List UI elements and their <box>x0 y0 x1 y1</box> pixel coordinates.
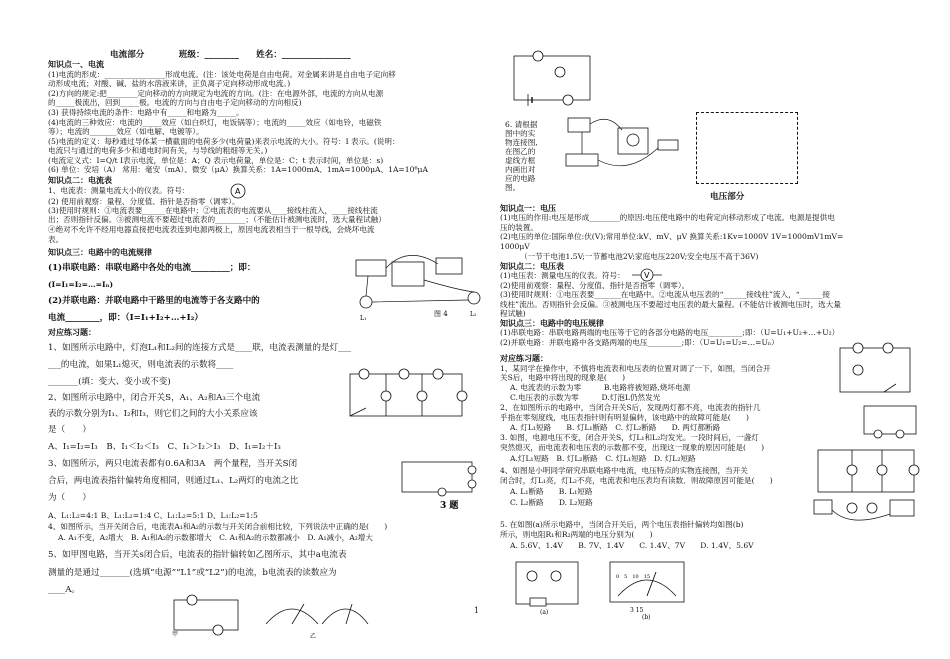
text-line: (1)串联电路：串联电路中各处的电流_________；即： <box>48 263 256 273</box>
text-line: 1000μV <box>500 242 530 251</box>
question-2: 2、在如图所示的电路中，当闭合开关S后，发现两灯都不亮，电流表的指针几 <box>500 403 761 412</box>
text-line: (1)电流的形成：________________形成电流。(注：该处电荷是自由电荷。对金属来讲是自由电子定向移 <box>48 70 396 79</box>
text-line: (2)并联电路：并联电路中各支路两端的电压_________;即：（U=U₁=U₂=…=Uₙ） <box>500 338 779 347</box>
answer-options: A.灯L₁短路 B. 灯L₂断路 C. 灯L₁短路 D. 灯L₂短路 <box>510 454 696 463</box>
question-5-meter-yi <box>260 592 370 640</box>
label-yi: 乙 <box>310 633 317 640</box>
text-line: ④绝对不允许不经用电器直接把电流表连到电源两极上，原因电流表相当于一根导线，会烧坏电流 <box>48 225 375 234</box>
section-heading: 知识点三：电路中的电流规律 <box>48 247 152 257</box>
text-line: (6) 单位：安培（A） 常用：毫安（mA）、微安（μA）换算关系：1A=1000mA、1mA=1000μA、1A=10⁶μA <box>48 165 428 174</box>
text-line: ___的电流，如果L₁熄灭，则电流表的示数将____ <box>48 360 234 370</box>
text-line: 出；否则指针反偏。③被测电流不要超过电流表的________；（不能估计被测电流时，选大量程试触） <box>48 215 386 224</box>
text-line: (3)使用时规则：①电压表要_______在电路中。②电流从电压表的“______接线柱”流入，“______接 <box>500 290 830 299</box>
text-line: 在图乙的 <box>505 147 536 156</box>
text-line: 表的示数分别为I₁、I₂和I₃，则它们之间的大小关系应该 <box>48 409 258 419</box>
text-line: (4)电流的三种效应：电流的_____效应（如白炽灯，电饭锅等）；电流的_____效应（如电铃，电磁铁 <box>48 118 382 127</box>
question-5-circuit-jia <box>168 592 248 638</box>
doc-header: 电压部分 <box>710 192 745 202</box>
question-3: 3. 如图，电源电压不变，闭合开关S，灯L₁和L₂均发光。一段时间后，一盏灯 <box>500 433 759 442</box>
text-line: 闭合时，灯L₁亮，灯L₂不亮，电流表和电压表均有读数．则故障原因可能是( ) <box>500 476 773 485</box>
text-line: (2)使用前观察：量程、分度值、指针是否指零（调零）。 <box>500 281 690 290</box>
text-line: 线柱”流出。否则指针会反偏。③被测电压不要超过电压表的最大量程。(不能估计被测电压时，选大量 <box>500 300 841 309</box>
section-heading: 知识点一：电压 <box>500 203 556 213</box>
question-2-circuit <box>346 368 471 423</box>
answer-options: A. 5.6V、1.4V B. 7V、1.4V C. 1.4V、7V D. 1.4V、5.6V <box>510 541 754 550</box>
answer-options: A、I₁=I₂=I₃ B、I₁＜I₂＜I₃ C、I₁＞I₂＞I₃ D、I₁=I₂＋I₃ <box>48 442 281 452</box>
question-1: 1、如图所示电路中，灯泡L₁和L₂间的连接方式是____联，电流表测量的是灯___ <box>48 343 352 353</box>
question-2-circuit <box>860 400 922 440</box>
question-6-text <box>505 120 538 192</box>
section-heading: 知识点二：电流表 <box>48 175 112 185</box>
question-1: 1、某同学在操作中，不慎将电流表和电压表的位置对调了一下，如图，当闭合开 <box>500 364 771 373</box>
text-line: 动形成电流；对酸、碱、盐的水溶液来讲，正负离子定向移动形成电流。) <box>48 79 291 88</box>
text-line: (1)电压表：测量电压的仪表。符号： <box>500 271 625 280</box>
text-line: 等）；电流的_______效应（如电解、电镀等）。 <box>48 127 204 136</box>
question-6-physical-circuit <box>558 110 683 180</box>
svg-text:V: V <box>644 271 650 280</box>
text-line: 应的电路 <box>505 174 536 183</box>
text-line: (2)电压的单位:国际单位:伏(V);常用单位:kV、mV、μV 换算关系:1Kv=1000V 1V=1000mV1mV= <box>500 232 844 241</box>
answer-options: A. L₁断路 B. L₁短路 <box>510 487 593 496</box>
text-line: 物连接图, <box>505 138 538 147</box>
answer-options: A. A₁不变，A₂增大 B. A₁和A₂的示数都增大 C. A₁和A₂的示数都减小 D. A₁减小，A₂增大 <box>58 533 373 542</box>
text-line: (I=I₁=I₂=…=Iₙ) <box>48 280 114 289</box>
answer-options: A. 电流表的示数为零 B.电路将被短路,烧坏电源 <box>510 383 691 392</box>
text-line: 测量的是通过_______(选填“电源”“L1”或“L2”)的电流，b电流表的读数应为 <box>48 568 337 578</box>
question-2: 2、如图所示电路中，闭合开关S，A₁、A₂和A₃三个电流 <box>48 393 261 403</box>
question-3-circuit <box>392 452 482 512</box>
text-line: 关S后，电路中将出现的现象是( ) <box>500 373 626 382</box>
text-line: 是（ ） <box>48 425 91 435</box>
svg-text:A: A <box>235 187 241 196</box>
text-line: 图中的实 <box>505 129 536 138</box>
text-line: ____A。 <box>48 585 80 595</box>
fig4-caption: 图 4 <box>434 310 448 318</box>
section-heading: 知识点二：电压表 <box>500 261 564 271</box>
voltmeter-symbol-icon <box>632 268 662 282</box>
answer-options: A、L₁:L₂=4:1 B、L₁:L₂=1:4 C、L₁:L₂=5:1 D、L₁:L₂=1:5 <box>48 511 258 520</box>
text-line: 1、电流表：测量电流大小的仪表。符号： <box>48 186 190 195</box>
text-line: (2) 使用前观察：量程、分度值、指针是否指零（调零）。 <box>48 197 240 206</box>
text-line: 电流________，即：（I=I₁+I₂+…+I₂） <box>48 313 203 323</box>
text-line: 的_____极流出，回到_____极。电流的方向与自由电子定向移动的方向相反) <box>48 98 302 107</box>
text-line: 压的装置。 <box>500 223 538 232</box>
section-heading: 对应练习题： <box>500 353 548 363</box>
text-line: (1)电压的作用:电压是形成________的原因:电压使电路中的电荷定向移动形成了电流。电源是提供电 <box>500 213 835 222</box>
answer-options: C.电压表的示数为零 D.灯泡L仍然发光 <box>510 393 661 402</box>
label-jia: 甲 <box>172 631 179 638</box>
terminals-label: 3 15 <box>630 607 644 614</box>
text-line: 内画出对 <box>505 165 536 174</box>
text-line: (电流定义式：I=Q/t I表示电流，单位是：A；Q 表示电荷量，单位是：C；t 表示时间，单位是：s) <box>48 156 384 165</box>
question-5-meter-b <box>606 558 688 620</box>
text-line: 表。 <box>48 235 64 244</box>
text-line: 突然熄灭，而电流表和电压表的示数都不变，出现这一现象的原因可能是( ) <box>500 443 765 452</box>
text-line: 图。 <box>505 183 521 192</box>
question-3: 3、如图所示，两只电流表都有0.6A和3A 两个量程，当开关S闭 <box>48 459 298 469</box>
question-4-physical-circuit <box>810 494 920 530</box>
scale-upper: 0 5 10 15 <box>616 574 651 580</box>
text-line: (2)并联电路：并联电路中干路里的电流等于各支路中的 <box>48 296 260 306</box>
drawing-box <box>696 112 798 184</box>
label-a: (a) <box>540 609 549 616</box>
text-line: 合后，两电流表指针偏转角度相同，则通过L₁、L₂两灯的电流之比 <box>48 476 299 486</box>
question-4: 4、如图是小明同学研究串联电路中电流，电压特点的实物连接图，当开关 <box>500 466 748 475</box>
question-3-circuit <box>812 444 922 500</box>
question-1-circuit <box>834 340 918 400</box>
answer-options: A. 灯L₁短路 B. 灯L₁断路 C. 灯L₂断路 D. 两灯都断路 <box>510 423 721 432</box>
question-5: 5. 在如图(a)所示电路中，当闭合开关后，两个电压表指针偏转均如图(b) <box>500 520 744 529</box>
top-circuit <box>508 50 598 108</box>
text-line: (3)使用时规则：①电流表要______在电路中；②电流表的电流要从____接线柱流入，____接线柱流 <box>48 206 378 215</box>
doc-header: 电流部分 班级：________ 姓名：________________ <box>110 50 351 60</box>
text-line: （一节干电池1.5V;一节蓄电池2V;家庭电压220V;安全电压不高于36V) <box>520 252 759 261</box>
text-line: 所示，则电阻R₁和R₂两端的电压分别为( ) <box>500 530 653 539</box>
answer-options: C. L₂断路 D. L₂短路 <box>510 498 593 507</box>
label-b: (b) <box>642 614 651 620</box>
label-l2: L₂ <box>470 311 477 318</box>
section-heading: 知识点一、电流 <box>48 59 104 69</box>
question-4: 4、如图所示，当开关闭合后，电流表A₁和A₂的示数与开关闭合前相比较，下列说法中正确的是( ) <box>48 522 388 531</box>
page-number: 1 <box>474 606 480 615</box>
text-line: (2)方向的规定:把________定向移动的方向规定为电流的方向。(注：在电源外部，电流的方向从电源 <box>48 89 384 98</box>
text-line: (5)电流的定义：每秒通过导体某一横截面的电荷多少(电荷量)来表示电流的大小。符号：I 表示。(说明： <box>48 137 400 146</box>
section-heading: 知识点三：电路中的电压规律 <box>500 318 604 328</box>
text-line: 为（ ） <box>48 493 91 503</box>
text-line: 6. 请根据 <box>505 120 538 129</box>
text-line: 乎指在零刻度线，电压表指针则有明显偏转，该电路中的故障可能是( ) <box>500 413 749 422</box>
section-heading: 对应练习题： <box>48 327 96 337</box>
q3-caption: 3 题 <box>440 501 459 511</box>
text-line: 虚线方框 <box>505 156 536 165</box>
text-line: (1)串联电路：串联电路两端的电压等于它的各部分电路的电压_________;即：（U=U₁+U₂+…+U₂） <box>500 328 840 337</box>
label-l1: L₁ <box>360 315 367 322</box>
text-line: _______(填：变大、变小或不变) <box>48 377 171 387</box>
text-line: 程试触) <box>500 309 526 318</box>
text-line: 电流只与通过的电荷多少和通电时间有关，与导线的粗细等无关。) <box>48 146 268 155</box>
question-5-circuit-a <box>510 556 590 616</box>
question-5: 5、如甲图电路，当开关s闭合后，电流表的指针偏转如乙图所示，其中a电流表 <box>48 550 347 560</box>
text-line: (3) 获得持续电流的条件：电路中有_____和电路为_____。 <box>48 108 244 117</box>
figure-4-circuit <box>348 250 496 325</box>
